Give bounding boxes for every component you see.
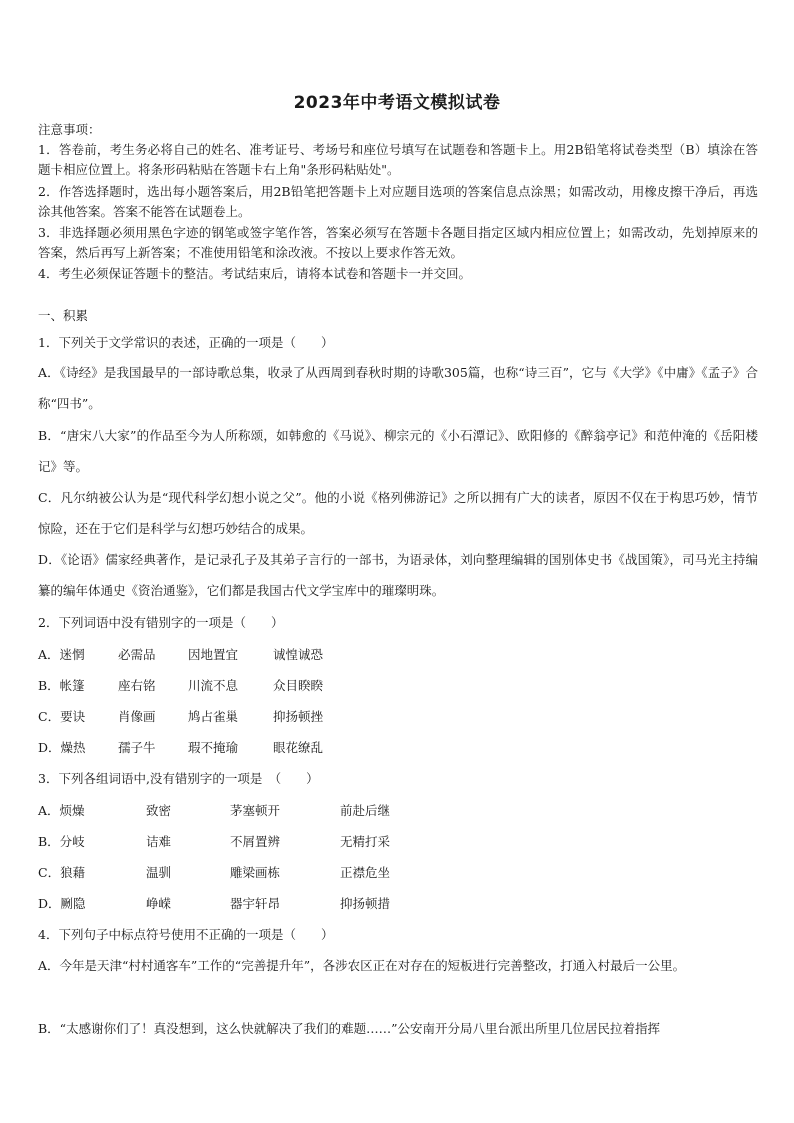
word-option: 孺子牛 — [118, 740, 156, 755]
word-option: A．烦燥 — [38, 803, 85, 818]
word-option: D．燥热 — [38, 740, 86, 755]
word-option: 座右铭 — [118, 678, 156, 693]
word-option: B．分岐 — [38, 834, 85, 849]
word-option: 茅塞顿开 — [230, 803, 281, 818]
word-option: 瑕不掩瑜 — [188, 740, 239, 755]
word-option: 眼花缭乱 — [273, 740, 324, 755]
word-option: 抑扬顿措 — [340, 896, 391, 911]
word-option: 无精打采 — [340, 834, 391, 849]
word-option: 肖像画 — [118, 709, 156, 724]
word-option: 鸠占雀巢 — [188, 709, 239, 724]
word-option: 川流不息 — [188, 678, 239, 693]
word-option: 温驯 — [146, 865, 172, 880]
notice-item: 3．非选择题必须用黑色字迹的钢笔或签字笔作答，答案必须写在答题卡各题目指定区域内相应位置上；如需改动，先划掉原来的答案，然后再写上新答案；不准使用铅笔和涂改液。不按以上要求作答无效。 — [38, 225, 758, 260]
section-heading: 一、积累 — [38, 308, 89, 323]
word-option: 不屑置辨 — [230, 834, 281, 849]
word-option: 正襟危坐 — [340, 865, 391, 880]
word-option: 致密 — [146, 803, 172, 818]
notice-item: 2．作答选择题时，选出每小题答案后，用2B铅笔把答题卡上对应题目选项的答案信息点涂黑；如需改动，用橡皮擦干净后，再选涂其他答案。答案不能答在试题卷上。 — [38, 184, 758, 219]
word-option: 峥嵘 — [146, 896, 172, 911]
word-option: 前赴后继 — [340, 803, 391, 818]
question-stem: 2．下列词语中没有错别字的一项是（ ） — [38, 615, 284, 630]
word-option: 诚惶诚恐 — [273, 647, 324, 662]
word-option: 器宇轩昂 — [230, 896, 281, 911]
question-stem: 3．下列各组词语中,没有错别字的一项是 （ ） — [38, 771, 319, 786]
answer-option: B．“太感谢你们了！真没想到，这么快就解决了我们的难题……”公安南开分局八里台派出所里几位居民拉着指挥 — [38, 1021, 660, 1036]
exam-title: 2023年中考语文模拟试卷 — [293, 93, 501, 113]
answer-option: A．今年是天津“村村通客车”工作的“完善提升年”，各涉农区正在对存在的短板进行完善整改，打通入村最后一公里。 — [38, 958, 686, 973]
question-stem: 1．下列关于文学常识的表述，正确的一项是（ ） — [38, 335, 334, 350]
word-option: 必需品 — [118, 647, 156, 662]
notice-heading: 注意事项： — [38, 122, 101, 137]
answer-option: C．凡尔纳被公认为是“现代科学幻想小说之父”。他的小说《格列佛游记》之所以拥有广大的读者，原因不仅在于构思巧妙，情节惊险，还在于它们是科学与幻想巧妙结合的成果。 — [38, 490, 758, 536]
word-option: D．劂隐 — [38, 896, 86, 911]
word-option: 众目睽睽 — [273, 678, 324, 693]
answer-option: D．《论语》儒家经典著作，是记录孔子及其弟子言行的一部书，为语录体，刘向整理编辑的国别体史书《战国策》，司马光主持编纂的编年体通史《资治通鉴》，它们都是我国古代文学宝库中的璀璨明珠。 — [38, 552, 758, 598]
question-stem: 4．下列句子中标点符号使用不正确的一项是（ ） — [38, 927, 334, 942]
word-option: C．狼藉 — [38, 865, 86, 880]
word-option: 诘难 — [146, 834, 172, 849]
word-option: 抑扬顿挫 — [273, 709, 324, 724]
notice-item: 4．考生必须保证答题卡的整洁。考试结束后，请将本试卷和答题卡一并交回。 — [38, 266, 471, 281]
answer-option: B．“唐宋八大家”的作品至今为人所称颂，如韩愈的《马说》、柳宗元的《小石潭记》、欧阳修的《醉翁亭记》和范仲淹的《岳阳楼记》等。 — [38, 428, 758, 474]
word-option: C．要诀 — [38, 709, 86, 724]
word-option: 因地置宜 — [188, 647, 239, 662]
notice-item: 1．答卷前，考生务必将自己的姓名、准考证号、考场号和座位号填写在试题卷和答题卡上。用2B铅笔将试卷类型（B）填涂在答题卡相应位置上。将条形码粘贴在答题卡右上角"条形码粘贴处"。 — [38, 142, 758, 177]
word-option: B．帐篷 — [38, 678, 85, 693]
word-option: A．迷惘 — [38, 647, 85, 662]
word-option: 雕梁画栋 — [230, 865, 281, 880]
answer-option: A．《诗经》是我国最早的一部诗歌总集，收录了从西周到春秋时期的诗歌305篇，也称“诗三百”，它与《大学》《中庸》《孟子》合称“四书”。 — [38, 365, 758, 411]
